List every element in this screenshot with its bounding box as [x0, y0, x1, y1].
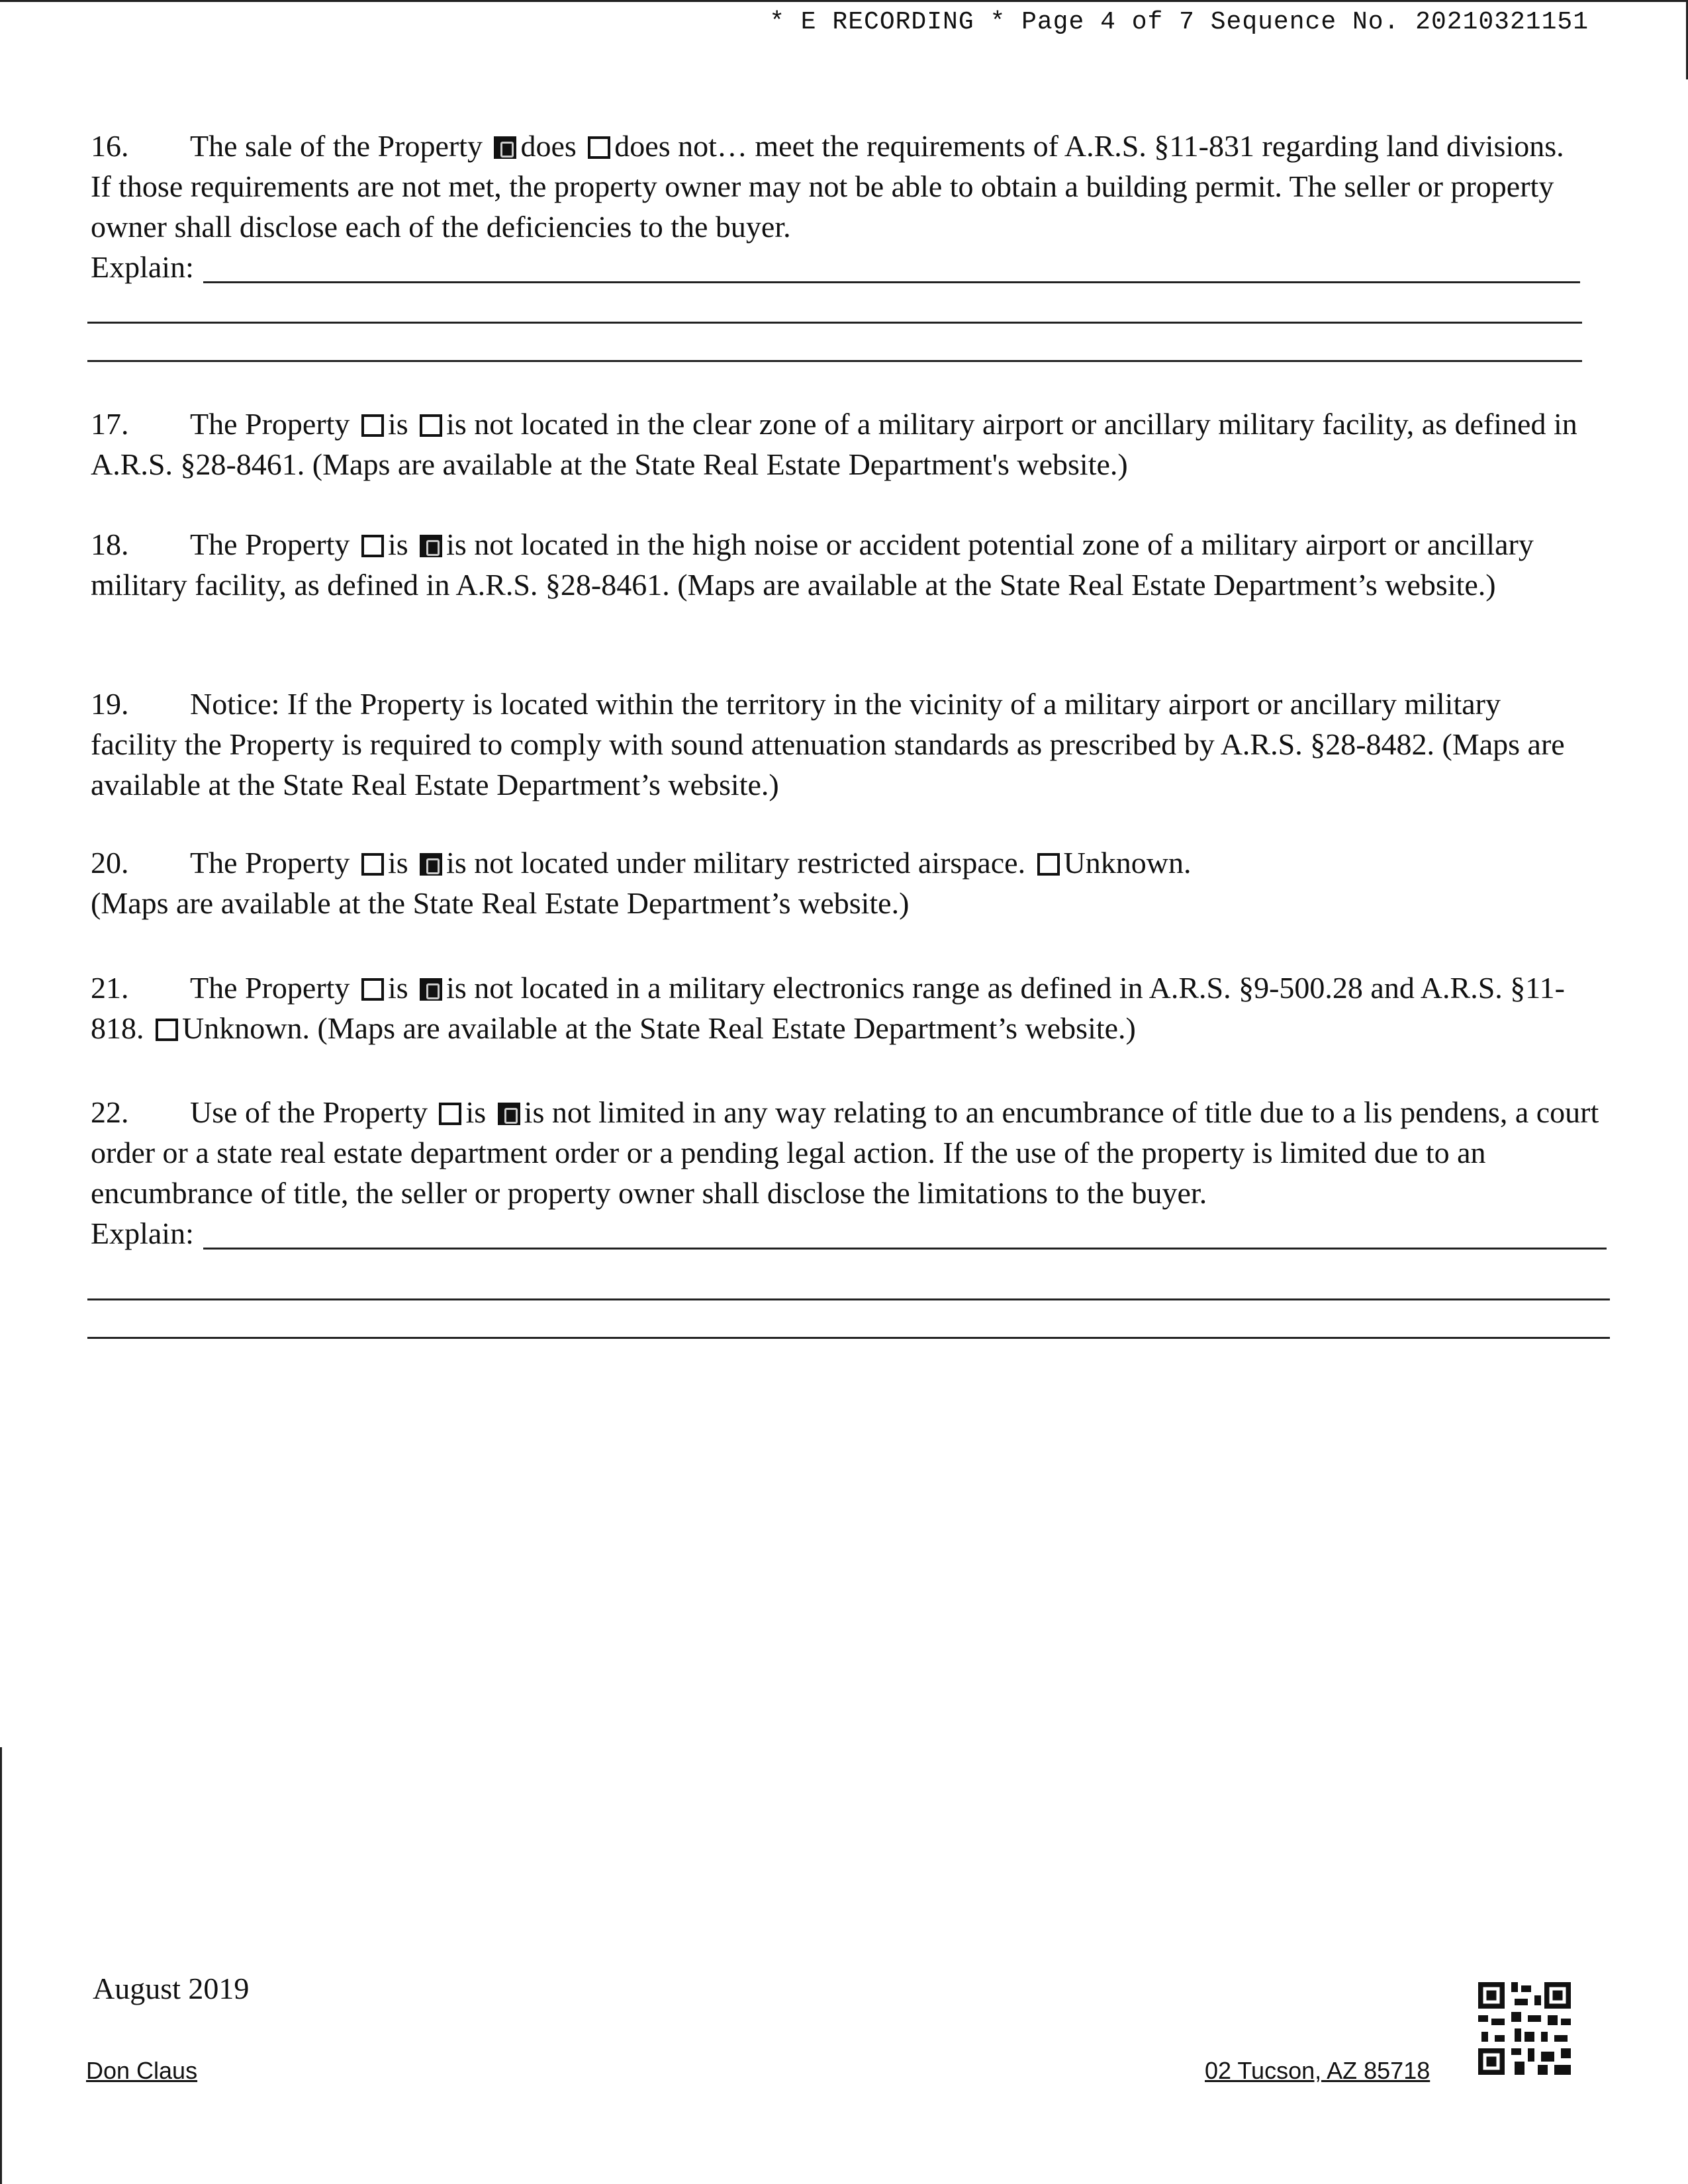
left-border — [0, 1747, 2, 2184]
explain-label: Explain: — [91, 1216, 194, 1250]
explain-line[interactable] — [87, 322, 1582, 324]
item-20 — [91, 842, 1580, 923]
item-lead: The Property — [190, 407, 350, 441]
footer-agent: Don Claus — [86, 2057, 198, 2084]
item-text: meet the requirements of A.R.S. §11-831 regarding land divisions. If those requirements are not met, the property owner may not be able to obtain a building permit. The seller or property owner shall disclose each of the deficiencies to the buyer. — [91, 129, 1564, 244]
item-18 — [91, 524, 1580, 605]
item-16 — [91, 126, 1580, 287]
checkbox-is-not[interactable] — [498, 1103, 520, 1125]
item-number: 19. — [91, 687, 129, 721]
checkbox-is-not[interactable] — [420, 535, 442, 557]
item-text: located under military restricted airspace. — [520, 846, 1026, 880]
item-17 — [91, 404, 1580, 484]
option-label: does not… — [614, 129, 747, 163]
checkbox-is-not[interactable] — [420, 414, 442, 437]
checkbox-is[interactable] — [361, 414, 384, 437]
explain-line[interactable] — [87, 360, 1582, 362]
explain-row — [91, 247, 1580, 287]
item-text: located in the clear zone of a military airport or ancillary military facility, as defined in A.R.S. §28-8461. (Maps are available at the State Real Estate Department's website.) — [91, 407, 1577, 481]
checkbox-does-not[interactable] — [588, 136, 610, 159]
item-lead: The Property — [190, 527, 350, 561]
option-label: is not — [524, 1095, 591, 1129]
item-lead: The Property — [190, 846, 350, 880]
footer-address: 02 Tucson, AZ 85718 — [1205, 2057, 1430, 2084]
checkbox-unknown[interactable] — [1037, 853, 1060, 876]
item-21 — [91, 968, 1580, 1048]
qr-code-icon — [1475, 1979, 1574, 2078]
option-label: is — [387, 407, 408, 441]
option-label: is not — [446, 846, 514, 880]
item-text: located in a military electronics range as defined in A.R.S. §9-500.28 and A.R.S. §11-818. — [91, 971, 1565, 1045]
item-lead: The Property — [190, 971, 350, 1005]
explain-line[interactable] — [87, 1298, 1610, 1300]
item-lead: Use of the Property — [190, 1095, 428, 1129]
explain-line[interactable] — [87, 1337, 1610, 1339]
option-label: does — [520, 129, 577, 163]
item-22 — [91, 1092, 1607, 1253]
option-label: is not — [446, 407, 514, 441]
checkbox-does[interactable] — [494, 136, 516, 159]
item-text: (Maps are available at the State Real Estate Department’s website.) — [317, 1011, 1136, 1045]
explain-label: Explain: — [91, 250, 194, 284]
footer-date: August 2019 — [93, 1972, 250, 2005]
top-border — [0, 0, 1688, 2]
explain-line[interactable] — [203, 1248, 1607, 1250]
item-number: 22. — [91, 1095, 129, 1129]
item-text: located in the high noise or accident potential zone of a military airport or ancillary military facility, as defined in A.R.S. §28-8461. (Maps are available at the State Real Estate Department’s website.) — [91, 527, 1534, 602]
option-label: Unknown. — [182, 1011, 310, 1045]
item-text: limited in any way relating to an encumbrance of title due to a lis pendens, a court order or a state real estate department order or a pending legal action. If the use of the property is limited due to an encumbrance of title, the seller or property owner shall disclose the limitations to the buyer. — [91, 1095, 1599, 1210]
item-number: 20. — [91, 846, 129, 880]
option-label: Unknown. — [1063, 846, 1192, 880]
option-label: is — [387, 846, 408, 880]
checkbox-is[interactable] — [361, 853, 384, 876]
checkbox-is-not[interactable] — [420, 978, 442, 1001]
recording-stamp: * E RECORDING * Page 4 of 7 Sequence No. 20210321151 — [769, 8, 1589, 36]
checkbox-is-not[interactable] — [420, 853, 442, 876]
item-number: 18. — [91, 527, 129, 561]
option-label: is — [387, 527, 408, 561]
checkbox-is[interactable] — [439, 1103, 461, 1125]
option-label: is — [465, 1095, 487, 1129]
item-text: (Maps are available at the State Real Estate Department’s website.) — [91, 886, 910, 920]
option-label: is not — [446, 971, 514, 1005]
item-number: 17. — [91, 407, 129, 441]
explain-row — [91, 1213, 1607, 1253]
checkbox-unknown[interactable] — [156, 1019, 178, 1041]
item-lead: The sale of the Property — [190, 129, 483, 163]
item-number: 16. — [91, 129, 129, 163]
explain-line[interactable] — [203, 281, 1580, 283]
option-label: is not — [446, 527, 514, 561]
option-label: is — [387, 971, 408, 1005]
checkbox-is[interactable] — [361, 978, 384, 1001]
item-text: Notice: If the Property is located within the territory in the vicinity of a military airport or ancillary military facility the Property is required to comply with sound attenuation standards as prescribed by A.R.S. §28-8482. (Maps are available at the State Real Estate Department’s website.) — [91, 687, 1565, 801]
checkbox-is[interactable] — [361, 535, 384, 557]
item-number: 21. — [91, 971, 129, 1005]
item-19 — [91, 684, 1580, 805]
